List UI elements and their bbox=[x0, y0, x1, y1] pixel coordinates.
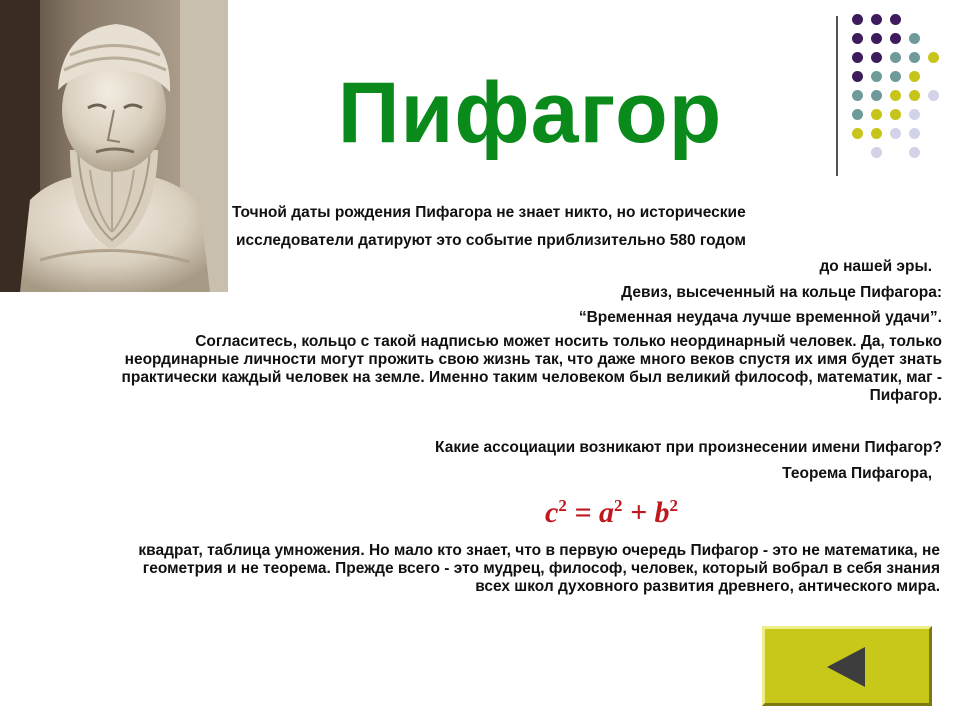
intro-text-line-3: до нашей эры. bbox=[819, 258, 932, 275]
pythagoras-paragraph: Согласитесь, кольцо с такой надписью может носить только неординарный человек. Да, только неординарные личности могут прожить свою жизнь так, что даже много веков спустя их имя будет знать практически каждый человек на земле. Именно таким человеком был великий философ, математик, маг - Пифагор. bbox=[121, 333, 942, 404]
decor-dot bbox=[890, 109, 901, 120]
decor-dot bbox=[928, 52, 939, 63]
decor-dot bbox=[852, 52, 863, 63]
back-button[interactable] bbox=[762, 626, 932, 706]
back-arrow-icon bbox=[765, 629, 929, 703]
pythagorean-formula bbox=[545, 496, 678, 530]
motto-text: “Временная неудача лучше временной удачи”. bbox=[578, 309, 942, 326]
formula-a: a bbox=[598, 496, 614, 529]
decor-dot bbox=[909, 90, 920, 101]
decor-dot bbox=[852, 128, 863, 139]
decor-dot bbox=[852, 109, 863, 120]
pythagoras-bust-image bbox=[0, 0, 228, 292]
decor-dot bbox=[852, 14, 863, 25]
intro-text-line-2: исследователи датируют это событие приблизительно 580 годом bbox=[236, 232, 746, 249]
decorative-divider-line bbox=[836, 16, 838, 176]
closing-paragraph: квадрат, таблица умножения. Но мало кто знает, что в первую очередь Пифагор - это не математика, не геометрия и не теорема. Прежде всего - это мудрец, философ, человек, который вобрал в себя знания всех школ духовного развития древнего, античеcкого мира. bbox=[138, 542, 940, 595]
formula-plus: + bbox=[622, 496, 655, 529]
theorem-label: Теорема Пифагора, bbox=[782, 465, 932, 482]
decor-dot bbox=[890, 52, 901, 63]
decor-dot bbox=[852, 71, 863, 82]
decor-dot bbox=[871, 128, 882, 139]
motto-intro: Девиз, высеченный на кольце Пифагора: bbox=[621, 284, 942, 301]
decor-dot bbox=[909, 71, 920, 82]
decor-dot bbox=[871, 52, 882, 63]
decor-dot bbox=[909, 128, 920, 139]
decor-dot bbox=[909, 147, 920, 158]
decor-dot bbox=[871, 71, 882, 82]
formula-exponent: 2 bbox=[669, 496, 679, 515]
association-question: Какие ассоциации возникают при произнесении имени Пифагор? bbox=[435, 439, 942, 456]
decor-dot bbox=[871, 33, 882, 44]
decor-dot bbox=[890, 33, 901, 44]
decor-dot bbox=[909, 52, 920, 63]
decor-dot bbox=[871, 147, 882, 158]
decor-dot bbox=[871, 90, 882, 101]
decor-dot bbox=[890, 71, 901, 82]
decor-dot bbox=[852, 90, 863, 101]
formula-b: b bbox=[654, 496, 670, 529]
slide-title: Пифагор bbox=[337, 65, 723, 161]
decor-dot bbox=[871, 109, 882, 120]
decor-dot bbox=[890, 128, 901, 139]
decor-dot bbox=[871, 14, 882, 25]
decor-dot bbox=[928, 90, 939, 101]
decor-dot bbox=[890, 14, 901, 25]
decor-dot bbox=[909, 109, 920, 120]
decor-dot bbox=[909, 33, 920, 44]
decor-dot bbox=[852, 33, 863, 44]
formula-equals: = bbox=[566, 496, 599, 529]
intro-text-line-1: Точной даты рождения Пифагора не знает никто, но исторические bbox=[232, 204, 746, 221]
formula-exponent: 2 bbox=[613, 496, 623, 515]
formula-c: c bbox=[545, 496, 559, 529]
decor-dot bbox=[890, 90, 901, 101]
formula-exponent: 2 bbox=[558, 496, 567, 515]
